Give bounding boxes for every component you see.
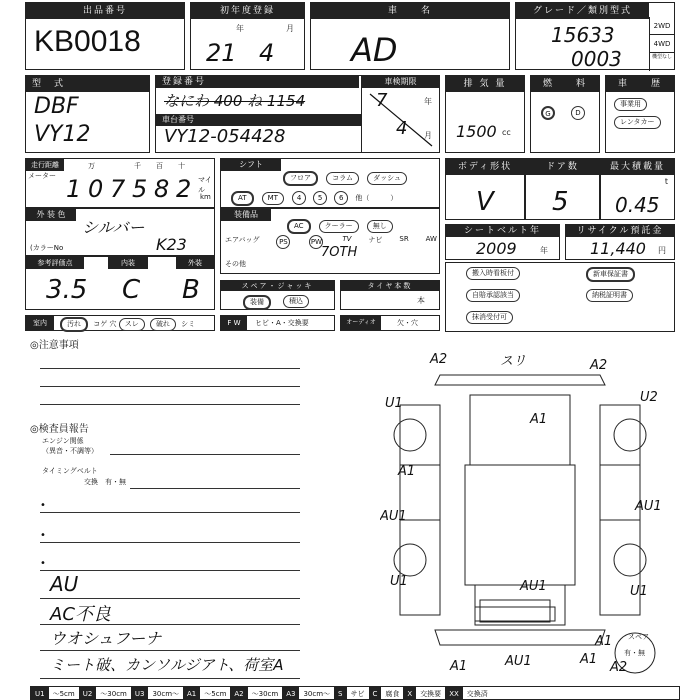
fw-text: ヒビ・A・交換要 bbox=[255, 319, 309, 327]
shift-6: 6 bbox=[334, 191, 348, 205]
seatbelt-unit: 年 bbox=[540, 246, 548, 255]
model-value: VY12 bbox=[34, 122, 91, 147]
inspector-title: ◎検査員報告 bbox=[30, 424, 89, 435]
recycle-box bbox=[565, 224, 675, 260]
equip-airbag: エアバッグ bbox=[225, 236, 260, 244]
ext-label: 外装 bbox=[176, 257, 214, 269]
wheel-front-right bbox=[614, 419, 646, 451]
damage-label: A1 bbox=[595, 634, 613, 649]
fuel-label: 燃 料 bbox=[531, 76, 599, 92]
damage-label: AU1 bbox=[380, 509, 407, 524]
spare-label: スペア bbox=[628, 633, 649, 641]
handwritten-note: AU bbox=[50, 572, 79, 596]
equip-navi: ナビ bbox=[368, 236, 383, 244]
legend-key: A3 bbox=[282, 687, 299, 700]
note-line bbox=[40, 678, 300, 679]
shift-4: 4 bbox=[292, 191, 306, 205]
displacement-value: 1500 bbox=[456, 122, 497, 141]
equip-cooler: クーラー bbox=[319, 220, 359, 233]
model-prefix: DBF bbox=[34, 94, 79, 119]
registration-label: 登録番号 bbox=[156, 76, 359, 88]
chassis-label: 車台番号 bbox=[156, 114, 361, 126]
equip-pw: PW bbox=[309, 235, 323, 249]
first-registration-box bbox=[190, 2, 305, 70]
damage-label: A2 bbox=[610, 660, 628, 675]
tire-box bbox=[340, 280, 440, 310]
handwritten-note: ウオシュフーナ bbox=[50, 629, 162, 648]
note-line bbox=[40, 368, 300, 369]
legend-value: 〜30cm bbox=[100, 690, 127, 698]
fuel-box bbox=[530, 75, 600, 153]
doc-signboard: 搬入時看板付 bbox=[466, 267, 520, 280]
handwritten-note: AC不良 bbox=[50, 604, 111, 625]
first-reg-year: 21 bbox=[206, 39, 237, 67]
displacement-unit: cc bbox=[502, 128, 511, 137]
mileage-sen: 千 bbox=[134, 162, 141, 170]
damage-label: U2 bbox=[640, 390, 658, 405]
note-line bbox=[40, 404, 300, 405]
mileage-mile: マイル bbox=[198, 176, 212, 194]
wheel-rear-left bbox=[394, 544, 426, 576]
score-value: 3.5 bbox=[46, 275, 88, 305]
damage-label: AU1 bbox=[635, 499, 662, 514]
legend-value: 30cm〜 bbox=[303, 690, 331, 698]
shift-row1 bbox=[283, 165, 410, 186]
mileage-digit: 7 bbox=[110, 175, 126, 203]
spare-value: 有・無 bbox=[624, 649, 645, 657]
legend-key: U2 bbox=[79, 687, 97, 700]
mileage-man: 万 bbox=[88, 162, 95, 170]
note-line bbox=[40, 542, 300, 543]
capacity-unit: t bbox=[664, 177, 668, 186]
tools-equip: 装備 bbox=[243, 295, 271, 310]
opt-4wd: 4WD bbox=[650, 35, 674, 53]
handwritten-note: ミート破、カンソルジアト、荷室A bbox=[50, 656, 284, 674]
note-line bbox=[40, 386, 300, 387]
equipment-row1 bbox=[287, 213, 396, 234]
history-rental: レンタカー bbox=[614, 116, 661, 129]
int-value: C bbox=[122, 275, 141, 305]
legend-value: 腐食 bbox=[385, 690, 400, 698]
first-reg-year-unit: 年 bbox=[236, 24, 244, 33]
score-box bbox=[25, 256, 215, 310]
tire-label: タイヤ本数 bbox=[341, 281, 439, 291]
legend-value: 交換済 bbox=[466, 690, 488, 698]
damage-label: A1 bbox=[398, 464, 416, 479]
rear-bumper-outline bbox=[435, 630, 605, 645]
legend-value: 30cm〜 bbox=[152, 690, 180, 698]
lot-label: 出品番号 bbox=[26, 3, 184, 19]
mileage-label: 走行距離 bbox=[26, 159, 64, 171]
opt-2wd: 2WD bbox=[650, 17, 674, 35]
first-reg-month-unit: 月 bbox=[286, 24, 294, 33]
damage-label: A1 bbox=[450, 659, 468, 674]
mileage-digit: 8 bbox=[154, 175, 170, 203]
damage-label: A1 bbox=[530, 412, 548, 427]
interior-items bbox=[60, 317, 195, 332]
fw-label: F W bbox=[221, 316, 247, 330]
int-tear: 破れ bbox=[150, 318, 176, 331]
note-line bbox=[40, 570, 300, 571]
interior-label: 室内 bbox=[26, 316, 54, 330]
damage-label: AU1 bbox=[505, 654, 532, 669]
equip-aw: AW bbox=[425, 235, 437, 243]
displacement-label: 排 気 量 bbox=[446, 76, 524, 92]
rear-plate bbox=[475, 607, 555, 621]
damage-label: U1 bbox=[385, 396, 403, 411]
tools-load: 積込 bbox=[283, 295, 309, 308]
mileage-digit: 2 bbox=[176, 175, 192, 203]
legend-key: S bbox=[334, 687, 346, 700]
color-label: 外 装 色 bbox=[26, 209, 76, 221]
fuel-d: D bbox=[571, 106, 585, 120]
equipment-label: 装備品 bbox=[221, 209, 271, 221]
grade-line1: 15633 bbox=[551, 23, 615, 47]
note-line bbox=[40, 650, 300, 651]
legend-key: XX bbox=[445, 687, 463, 700]
hood-outline bbox=[470, 395, 570, 465]
grade-label: グレード／類別型式 bbox=[516, 3, 649, 19]
note-line bbox=[110, 454, 300, 455]
inspection-label: 車検期限 bbox=[362, 76, 439, 88]
body-box bbox=[445, 158, 525, 220]
timing-label: タイミングベルト bbox=[42, 467, 98, 475]
inspection-year-unit: 年 bbox=[424, 97, 432, 106]
audio-label: オーディオ bbox=[341, 316, 381, 330]
int-burn: コゲ bbox=[93, 320, 108, 328]
equipment-other-value: 7OTH bbox=[321, 245, 358, 260]
chassis-value: VY12-054428 bbox=[164, 126, 286, 147]
bullet: • bbox=[40, 530, 46, 541]
legend-value: サビ bbox=[350, 690, 365, 698]
equip-sr: SR bbox=[399, 235, 409, 243]
tire-unit: 本 bbox=[417, 296, 425, 305]
first-reg-month: 4 bbox=[259, 39, 275, 67]
shift-mt: MT bbox=[262, 192, 284, 205]
timing-exchange: 交換 有・無 bbox=[84, 478, 126, 486]
car-damage-diagram bbox=[380, 345, 680, 675]
tools-label: スペア・ジャッキ bbox=[221, 281, 334, 291]
drive-options bbox=[649, 17, 674, 71]
mileage-meter: メーター bbox=[28, 172, 56, 180]
shift-floor: フロア bbox=[283, 171, 318, 186]
mileage-digit: 1 bbox=[66, 175, 82, 203]
grade-line2: 0003 bbox=[571, 47, 622, 71]
shift-at: AT bbox=[231, 191, 254, 206]
color-box bbox=[25, 208, 215, 256]
lot-box bbox=[25, 2, 185, 70]
inspection-box bbox=[361, 76, 439, 152]
inspection-month: 4 bbox=[396, 118, 408, 139]
inspection-year: 7 bbox=[376, 90, 388, 111]
equip-tv: TV bbox=[342, 235, 352, 243]
opt-none: 機型なし bbox=[651, 54, 672, 60]
damage-label: A2 bbox=[430, 352, 448, 367]
mileage-km: km bbox=[200, 193, 211, 201]
body-value: V bbox=[476, 187, 494, 217]
fuel-g: G bbox=[541, 106, 555, 120]
fw-bar bbox=[220, 315, 335, 331]
legend-value: 交換要 bbox=[420, 690, 442, 698]
int-stain: シミ bbox=[181, 320, 196, 328]
capacity-label: 最大積載量 bbox=[601, 159, 674, 175]
int-scuff: スレ bbox=[119, 318, 145, 331]
car-name-label: 車 名 bbox=[311, 3, 509, 19]
rear-window-outline bbox=[480, 600, 550, 622]
shift-other: 他（ ） bbox=[355, 194, 398, 202]
damage-label: スリ bbox=[500, 354, 527, 369]
car-name-value: AD bbox=[351, 31, 398, 69]
model-box bbox=[25, 75, 150, 153]
body-label: ボディ形状 bbox=[446, 159, 524, 175]
registration-value: なにわ 400 ね 1154 bbox=[164, 92, 306, 110]
mileage-juu: 十 bbox=[178, 162, 185, 170]
bullet: • bbox=[40, 500, 46, 511]
audio-text: 欠・穴 bbox=[397, 319, 418, 327]
registration-box bbox=[155, 75, 440, 153]
int-hole: 穴 bbox=[109, 320, 117, 328]
doors-value: 5 bbox=[552, 187, 569, 217]
mileage-hyaku: 百 bbox=[156, 162, 163, 170]
equipment-other-label: その他 bbox=[225, 260, 246, 268]
tools-box bbox=[220, 280, 335, 310]
legend-key: A2 bbox=[230, 687, 247, 700]
score-label: 参考評価点 bbox=[26, 257, 84, 269]
recycle-label: リサイクル預託金 bbox=[566, 225, 674, 237]
history-label: 車 歴 bbox=[606, 76, 674, 92]
shift-row2 bbox=[231, 185, 397, 206]
recycle-value: 11,440 bbox=[590, 239, 646, 258]
shift-column: コラム bbox=[326, 172, 359, 185]
color-code-label: (カラーNo bbox=[30, 244, 64, 252]
legend-key: A1 bbox=[183, 687, 200, 700]
car-name-box bbox=[310, 2, 510, 70]
model-label: 型 式 bbox=[26, 76, 149, 92]
seatbelt-value: 2009 bbox=[476, 239, 517, 258]
interior-bar bbox=[25, 315, 215, 331]
shift-dash: ダッシュ bbox=[367, 172, 407, 185]
color-code: K23 bbox=[156, 235, 187, 254]
capacity-box bbox=[600, 158, 675, 220]
mileage-digit: 5 bbox=[132, 175, 148, 203]
damage-label: U1 bbox=[390, 574, 408, 589]
first-reg-label: 初年度登録 bbox=[191, 3, 304, 19]
equip-ps: PS bbox=[276, 235, 290, 249]
legend-bar bbox=[30, 686, 680, 700]
damage-label: A2 bbox=[590, 358, 608, 373]
history-commercial: 事業用 bbox=[614, 98, 647, 111]
engine-label: エンジン関係 bbox=[42, 437, 84, 445]
legend-key: U1 bbox=[31, 687, 49, 700]
roof-outline bbox=[465, 465, 575, 585]
seatbelt-label: シートベルト年 bbox=[446, 225, 559, 237]
shift-5: 5 bbox=[313, 191, 327, 205]
inspection-month-unit: 月 bbox=[424, 131, 432, 140]
doc-tax: 納税証明書 bbox=[586, 289, 633, 302]
wheel-rear-right bbox=[614, 544, 646, 576]
front-bumper-outline bbox=[435, 375, 605, 385]
equipment-box bbox=[220, 208, 440, 274]
shift-label: シフト bbox=[221, 159, 281, 171]
color-value: シルバー bbox=[82, 218, 145, 237]
bullet: • bbox=[40, 558, 46, 569]
note-line bbox=[40, 512, 300, 513]
doors-label: ドア数 bbox=[526, 159, 599, 175]
legend-key: U3 bbox=[131, 687, 149, 700]
shift-box bbox=[220, 158, 440, 208]
recycle-unit: 円 bbox=[658, 246, 666, 255]
mileage-digit: 0 bbox=[88, 175, 104, 203]
history-box bbox=[605, 75, 675, 153]
displacement-box bbox=[445, 75, 525, 153]
lot-number: KB0018 bbox=[34, 25, 141, 58]
equip-ac: AC bbox=[287, 219, 311, 234]
damage-label: AU1 bbox=[520, 579, 547, 594]
note-line bbox=[40, 598, 300, 599]
docs-box bbox=[445, 262, 675, 332]
audio-bar bbox=[340, 315, 440, 331]
equip-none: 無し bbox=[367, 220, 393, 233]
int-dirt: 汚れ bbox=[60, 317, 88, 332]
notes-title: ◎注意事項 bbox=[30, 340, 79, 351]
ext-value: B bbox=[182, 275, 200, 305]
legend-key: C bbox=[369, 687, 382, 700]
note-line bbox=[40, 624, 300, 625]
engine-sub: （異音・不調等） bbox=[42, 447, 98, 455]
capacity-value: 0.45 bbox=[615, 193, 660, 217]
mileage-box bbox=[25, 158, 215, 208]
legend-value: 〜30cm bbox=[251, 690, 279, 698]
doc-warranty: 新車保証書 bbox=[586, 267, 635, 282]
doors-box bbox=[525, 158, 600, 220]
legend-value: 〜5cm bbox=[204, 690, 227, 698]
note-line bbox=[130, 488, 300, 489]
doc-cancel: 抹消受付可 bbox=[466, 311, 513, 324]
doc-insurance: 自賠承認該当 bbox=[466, 289, 520, 302]
int-label: 内装 bbox=[108, 257, 148, 269]
grade-box bbox=[515, 2, 675, 70]
damage-label: A1 bbox=[580, 652, 598, 667]
legend-key: X bbox=[403, 687, 416, 700]
damage-label: U1 bbox=[630, 584, 648, 599]
seatbelt-box bbox=[445, 224, 560, 260]
legend-value: 〜5cm bbox=[52, 690, 75, 698]
wheel-front-left bbox=[394, 419, 426, 451]
